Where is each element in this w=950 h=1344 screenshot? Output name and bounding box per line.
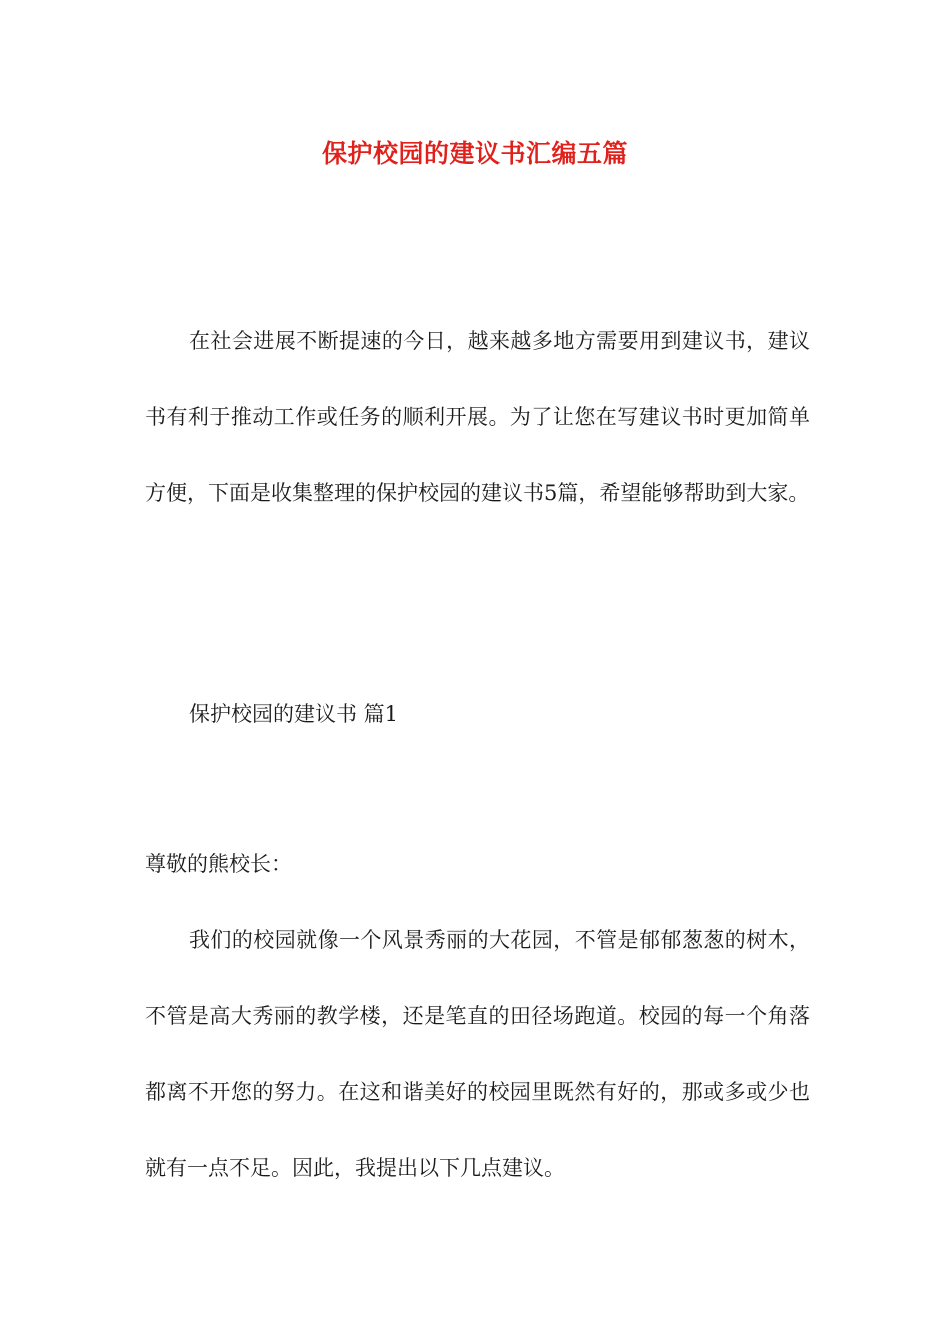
document-title: 保护校园的建议书汇编五篇 — [321, 139, 628, 168]
section-heading: 保护校园的建议书 篇1 — [189, 702, 399, 726]
salutation: 尊敬的熊校长： — [145, 852, 292, 876]
body-paragraph: 我们的校园就像一个风景秀丽的大花园，不管是郁郁葱葱的树木，不管是高大秀丽的教学楼，还是笔直的田径场跑道。校园的每一个角落都离不开您的努力。在这和谐美好的校园里既然有好的，那或多或少也就有一点不足。因此，我提出以下几点建议。 — [145, 928, 810, 1180]
intro-paragraph: 在社会进展不断提速的今日，越来越多地方需要用到建议书，建议书有利于推动工作或任务的顺利开展。为了让您在写建议书时更加简单方便，下面是收集整理的保护校园的建议书5篇，希望能够帮助到大家。 — [145, 329, 810, 505]
